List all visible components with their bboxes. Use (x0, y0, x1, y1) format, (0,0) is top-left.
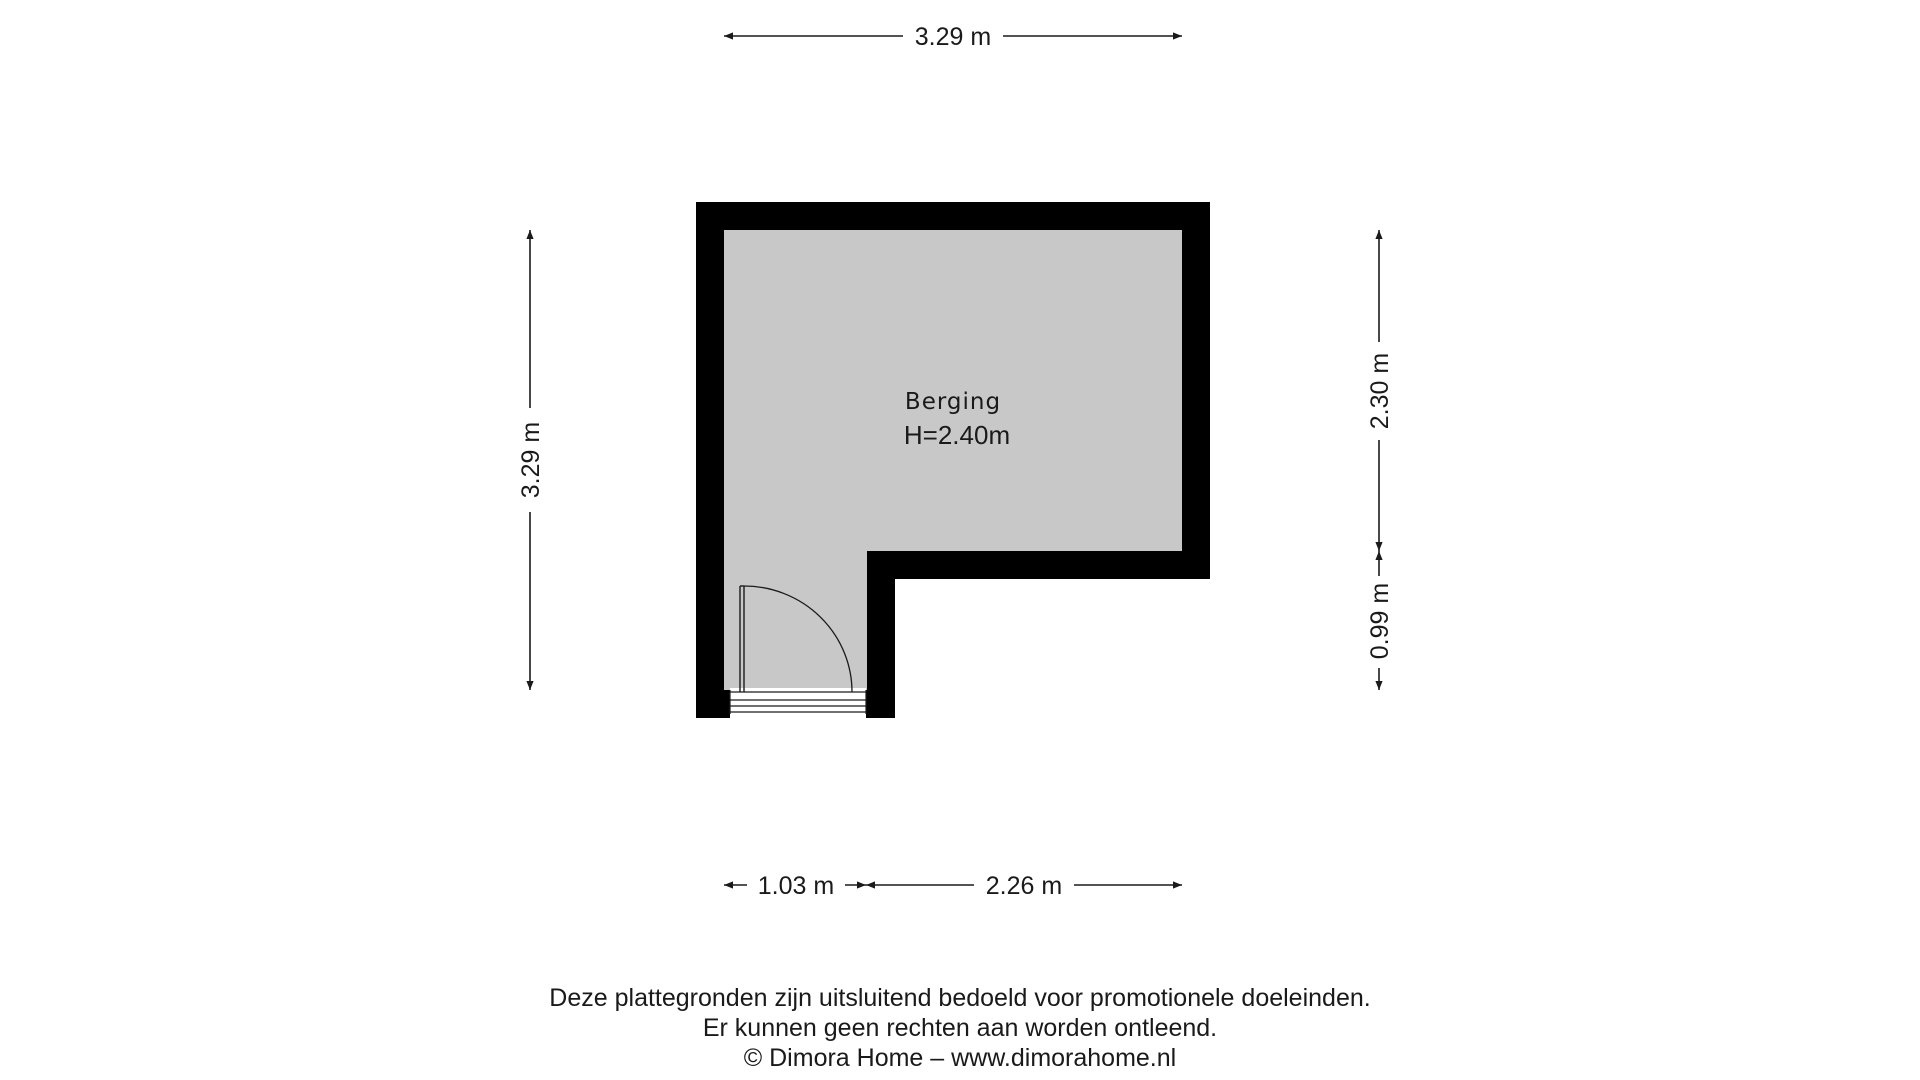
dimension-top (724, 23, 1182, 51)
room-name-label: Berging (904, 389, 1002, 415)
disclaimer (0, 983, 1920, 1073)
door-opening (730, 688, 866, 720)
dimension-bottom-right (866, 872, 1182, 900)
room-floor (724, 230, 1182, 690)
dimension-bottom-right-label: 2.26 m (985, 872, 1063, 900)
dimension-right-lower-label: 0.99 m (1366, 582, 1394, 660)
dimension-right-upper (1366, 230, 1394, 551)
room-height-label: H=2.40m (903, 420, 1011, 450)
disclaimer-line-3: © Dimora Home – www.dimorahome.nl (743, 1044, 1177, 1072)
dimension-left (517, 230, 545, 690)
dimension-bottom-left-label: 1.03 m (757, 872, 835, 900)
dimension-right-upper-label: 2.30 m (1366, 352, 1394, 430)
dimension-right-lower (1366, 551, 1394, 690)
dimension-bottom-left (724, 872, 866, 900)
dimension-left-label: 3.29 m (517, 421, 545, 499)
disclaimer-line-2: Er kunnen geen rechten aan worden ontleend. (702, 1014, 1218, 1042)
disclaimer-line-1: Deze plattegronden zijn uitsluitend bedoeld voor promotionele doeleinden. (549, 984, 1371, 1012)
dimension-top-label: 3.29 m (914, 23, 992, 51)
